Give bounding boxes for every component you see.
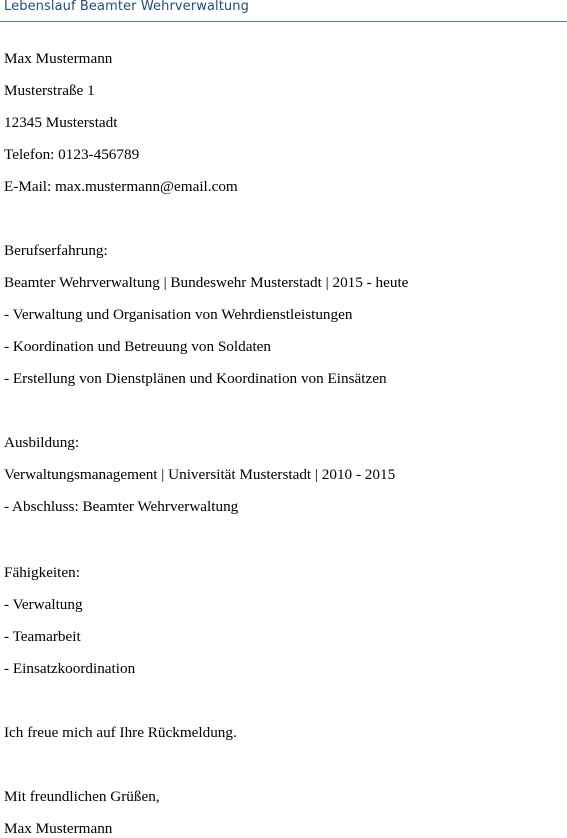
experience-item: - Erstellung von Dienstplänen und Koordination von Einsätzen <box>4 370 387 387</box>
contact-city: 12345 Musterstadt <box>4 114 118 131</box>
experience-item: - Verwaltung und Organisation von Wehrdienstleistungen <box>4 306 353 323</box>
skills-item: - Verwaltung <box>4 596 83 613</box>
education-item: - Abschluss: Beamter Wehrverwaltung <box>4 498 239 515</box>
education-degree: Verwaltungsmanagement | Universität Musterstadt | 2010 - 2015 <box>4 466 396 483</box>
contact-name: Max Mustermann <box>4 50 113 67</box>
experience-item: - Koordination und Betreuung von Soldaten <box>4 338 272 355</box>
closing-signature: Max Mustermann <box>4 820 113 837</box>
skills-heading: Fähigkeiten: <box>4 564 80 581</box>
skills-item: - Einsatzkoordination <box>4 660 136 677</box>
experience-heading: Berufserfahrung: <box>4 242 108 259</box>
closing-greeting: Mit freundlichen Grüßen, <box>4 788 160 805</box>
header-divider <box>0 21 567 22</box>
skills-item: - Teamarbeit <box>4 628 81 645</box>
contact-street: Musterstraße 1 <box>4 82 95 99</box>
closing-message: Ich freue mich auf Ihre Rückmeldung. <box>4 724 237 741</box>
contact-email: E-Mail: max.mustermann@email.com <box>4 178 238 195</box>
education-heading: Ausbildung: <box>4 434 80 451</box>
experience-position: Beamter Wehrverwaltung | Bundeswehr Musterstadt | 2015 - heute <box>4 274 409 291</box>
document-header-title: Lebenslauf Beamter Wehrverwaltung <box>4 0 249 14</box>
contact-phone: Telefon: 0123-456789 <box>4 146 140 163</box>
